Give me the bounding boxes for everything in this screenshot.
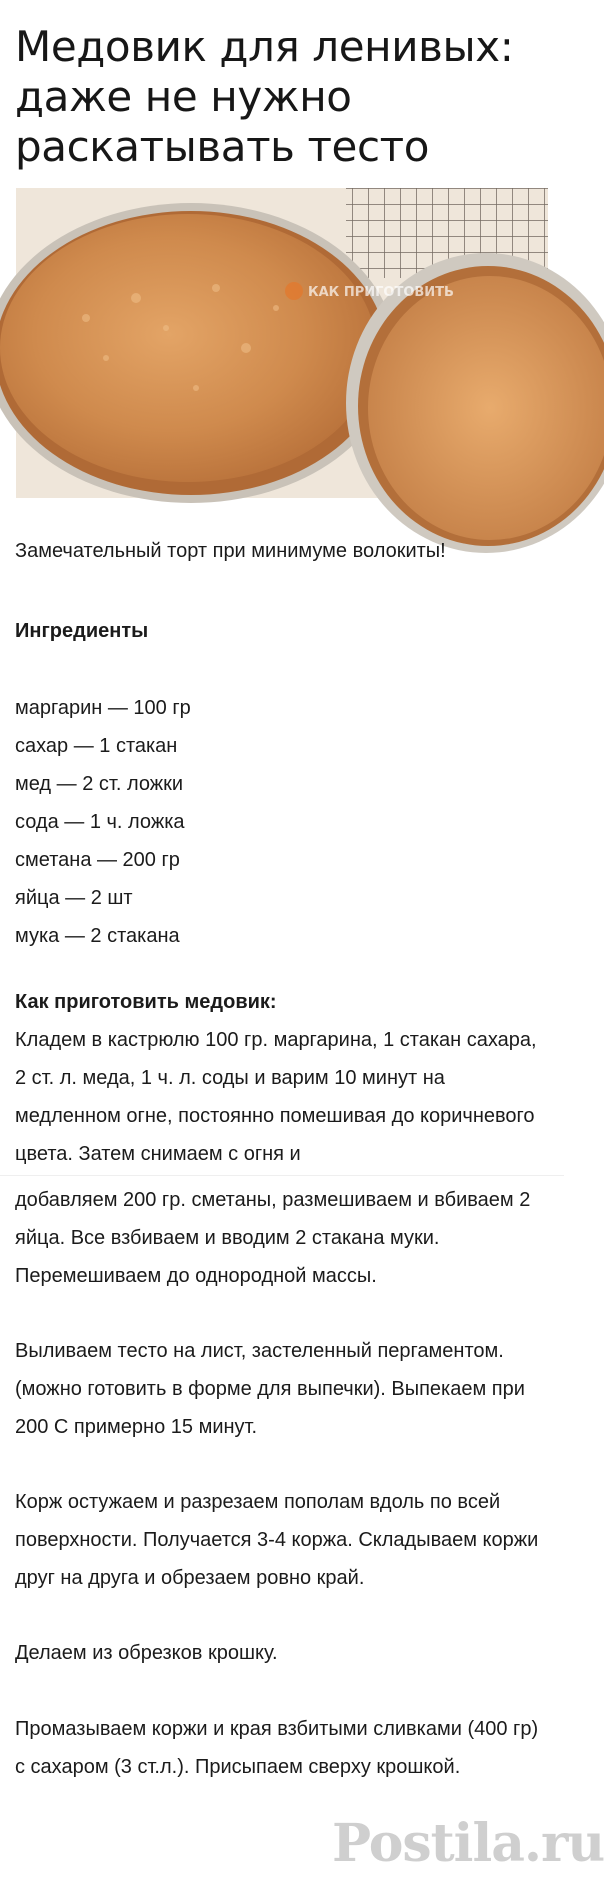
intro-text: Замечательный торт при минимуме волокиты! [15,540,446,562]
article-title: Медовик для ленивых: даже не нужно раскатывать тесто [15,22,514,171]
ingredient-item: сметана — 200 гр [15,849,180,871]
photo-watermark [285,282,454,300]
ingredient-item: маргарин — 100 гр [15,697,191,719]
svg-text:КАК ПРИГОТОВИТЬ: КАК ПРИГОТОВИТЬ [308,285,454,300]
ingredients-list [15,689,547,955]
ingredient-item: яйца — 2 шт [15,887,133,909]
method-step-1-continued: добавляем 200 гр. сметаны, размешиваем и вбиваем 2 яйца. Все взбиваем и вводим 2 стакана муки. Перемешиваем до однородной массы. [15,1189,531,1287]
method-step-4: Делаем из обрезков крошку. [15,1642,278,1664]
image-seam-divider [0,1175,564,1176]
cake-illustration [16,188,548,498]
sponge-cake-right [368,276,604,540]
ingredient-item: сахар — 1 стакан [15,735,178,757]
method-step-3: Корж остужаем и разрезаем пополам вдоль по всей поверхности. Получается 3-4 коржа. Складываем коржи друг на друга и обрезаем ровно край. [15,1491,539,1589]
ingredient-item: мед — 2 ст. ложки [15,773,184,795]
method-step-1: Кладем в кастрюлю 100 гр. маргарина, 1 стакан сахара, 2 ст. л. меда, 1 ч. л. соды и варим 10 минут на медленном огне, постоянно помешивая до коричневого цвета. Затем снимаем с огня и [15,1029,537,1165]
method-step-2: Выливаем тесто на лист, застеленный пергаментом. (можно готовить в форме для выпечки). Выпекаем при 200 С примерно 15 минут. [15,1340,525,1438]
postila-brand-watermark: Postila.ru [332,1813,604,1874]
method-heading: Как приготовить медовик: [15,991,277,1013]
sponge-cake-left [0,214,376,482]
method-step-5: Промазываем коржи и края взбитыми сливками (400 гр) с сахаром (3 ст.л.). Присыпаем сверху крошкой. [15,1718,539,1778]
ingredients-heading: Ингредиенты [15,620,149,642]
cake-photo [16,188,548,498]
ingredient-item: мука — 2 стакана [15,925,180,947]
ingredient-item: сода — 1 ч. ложка [15,811,185,833]
